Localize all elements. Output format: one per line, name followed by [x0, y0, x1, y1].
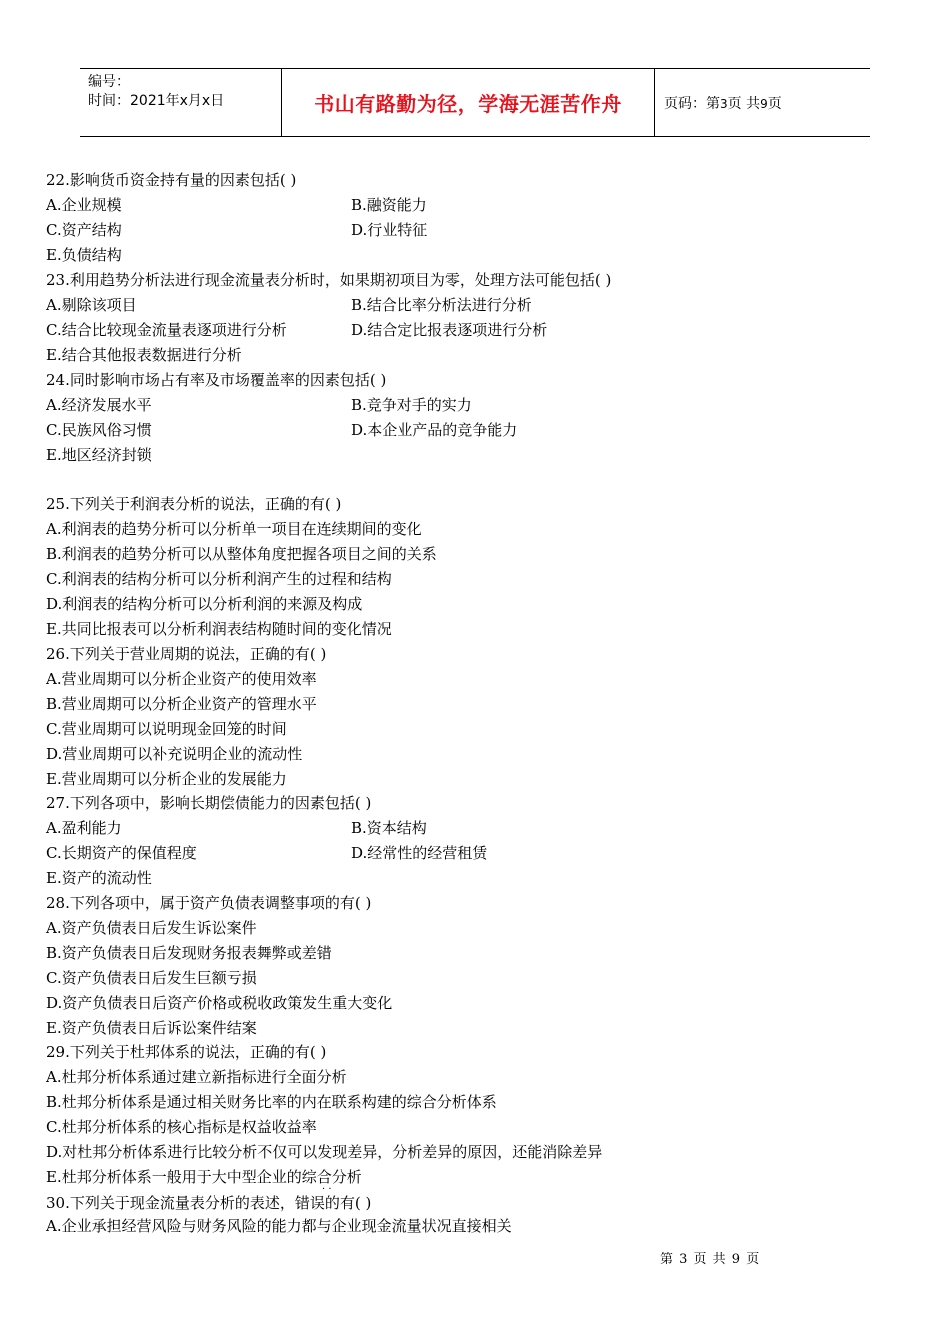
question-stem: 25.下列关于利润表分析的说法，正确的有( )	[46, 495, 342, 513]
question-option: D.营业周期可以补充说明企业的流动性	[46, 745, 303, 763]
question-stem: 27.下列各项中，影响长期偿债能力的因素包括( )	[46, 794, 372, 812]
question-option: C.结合比较现金流量表逐项进行分析	[46, 321, 287, 339]
question-option: E.资产负债表日后诉讼案件结案	[46, 1019, 257, 1037]
question-option: D.对杜邦分析体系进行比较分析不仅可以发现差异，分析差异的原因，还能消除差异	[46, 1143, 603, 1161]
question-option: E.资产的流动性	[46, 869, 152, 887]
question-option: D.利润表的结构分析可以分析利润的来源及构成	[46, 595, 363, 613]
question-option: B.资产负债表日后发现财务报表舞弊或差错	[46, 944, 332, 962]
question-option: A.盈利能力	[46, 819, 122, 837]
header-page-number	[664, 93, 782, 113]
question-option: D.行业特征	[351, 221, 428, 239]
question-option: C.利润表的结构分析可以分析利润产生的过程和结构	[46, 570, 392, 588]
question-option: E.负债结构	[46, 246, 122, 264]
question-option: B.结合比率分析法进行分析	[351, 296, 532, 314]
question-option: E.地区经济封锁	[46, 446, 152, 464]
page-footer: 第 3 页 共 9 页	[660, 1252, 761, 1267]
question-option: A.企业承担经营风险与财务风险的能力都与企业现金流量状况直接相关	[46, 1217, 512, 1235]
question-option: C.杜邦分析体系的核心指标是权益收益率	[46, 1118, 317, 1136]
question-stem: 26.下列关于营业周期的说法，正确的有( )	[46, 645, 327, 663]
question-option: D.资产负债表日后资产价格或税收政策发生重大变化	[46, 994, 393, 1012]
question-option: C.长期资产的保值程度	[46, 844, 197, 862]
question-stem: 23.利用趋势分析法进行现金流量表分析时，如果期初项目为零，处理方法可能包括( )	[46, 271, 612, 289]
header-motto: 书山有路勤为径，学海无涯苦作舟	[314, 92, 622, 116]
question-option: E.结合其他报表数据进行分析	[46, 346, 242, 364]
question-option: E.营业周期可以分析企业的发展能力	[46, 770, 287, 788]
question-option: B.融资能力	[351, 196, 427, 214]
question-option: B.利润表的趋势分析可以从整体角度把握各项目之间的关系	[46, 545, 437, 563]
serial-label: 编号：	[88, 74, 130, 90]
question-option: A.营业周期可以分析企业资产的使用效率	[46, 670, 317, 688]
emphasis-dots: · ·	[322, 1184, 332, 1195]
question-option: C.资产负债表日后发生巨额亏损	[46, 969, 257, 987]
page-middle: 页 共	[727, 96, 761, 112]
question-option: A.资产负债表日后发生诉讼案件	[46, 919, 257, 937]
header-divider	[654, 69, 655, 136]
question-option: B.杜邦分析体系是通过相关财务比率的内在联系构建的综合分析体系	[46, 1093, 497, 1111]
question-option: D.本企业产品的竞争能力	[351, 421, 518, 439]
question-option: A.杜邦分析体系通过建立新指标进行全面分析	[46, 1068, 347, 1086]
question-stem: 30.下列关于现金流量表分析的表述，错误的有( )	[46, 1194, 372, 1212]
page-current: 3	[720, 97, 728, 111]
question-option: B.资本结构	[351, 819, 427, 837]
question-stem: 22.影响货币资金持有量的因素包括( )	[46, 171, 297, 189]
question-stem: 28.下列各项中，属于资产负债表调整事项的有( )	[46, 894, 372, 912]
question-option: D.结合定比报表逐项进行分析	[351, 321, 548, 339]
question-option: E.共同比报表可以分析利润表结构随时间的变化情况	[46, 620, 392, 638]
page-total: 9	[760, 97, 768, 111]
question-stem: 24.同时影响市场占有率及市场覆盖率的因素包括( )	[46, 371, 387, 389]
question-option: A.经济发展水平	[46, 396, 152, 414]
page-suffix: 页	[767, 96, 782, 112]
question-option: C.资产结构	[46, 221, 122, 239]
question-option: C.民族风俗习惯	[46, 421, 152, 439]
question-stem: 29.下列关于杜邦体系的说法，正确的有( )	[46, 1043, 327, 1061]
page-header	[80, 68, 870, 137]
header-meta	[88, 73, 278, 111]
question-option: A.利润表的趋势分析可以分析单一项目在连续期间的变化	[46, 520, 422, 538]
question-option: A.剔除该项目	[46, 296, 137, 314]
question-option: B.竞争对手的实力	[351, 396, 472, 414]
page-prefix: 页码：第	[664, 96, 720, 112]
question-option: D.经常性的经营租赁	[351, 844, 488, 862]
date-label: 时间：2021年x月x日	[88, 93, 225, 109]
question-option: A.企业规模	[46, 196, 122, 214]
question-option: C.营业周期可以说明现金回笼的时间	[46, 720, 287, 738]
question-option: B.营业周期可以分析企业资产的管理水平	[46, 695, 317, 713]
question-option: E.杜邦分析体系一般用于大中型企业的综合分析	[46, 1168, 362, 1186]
